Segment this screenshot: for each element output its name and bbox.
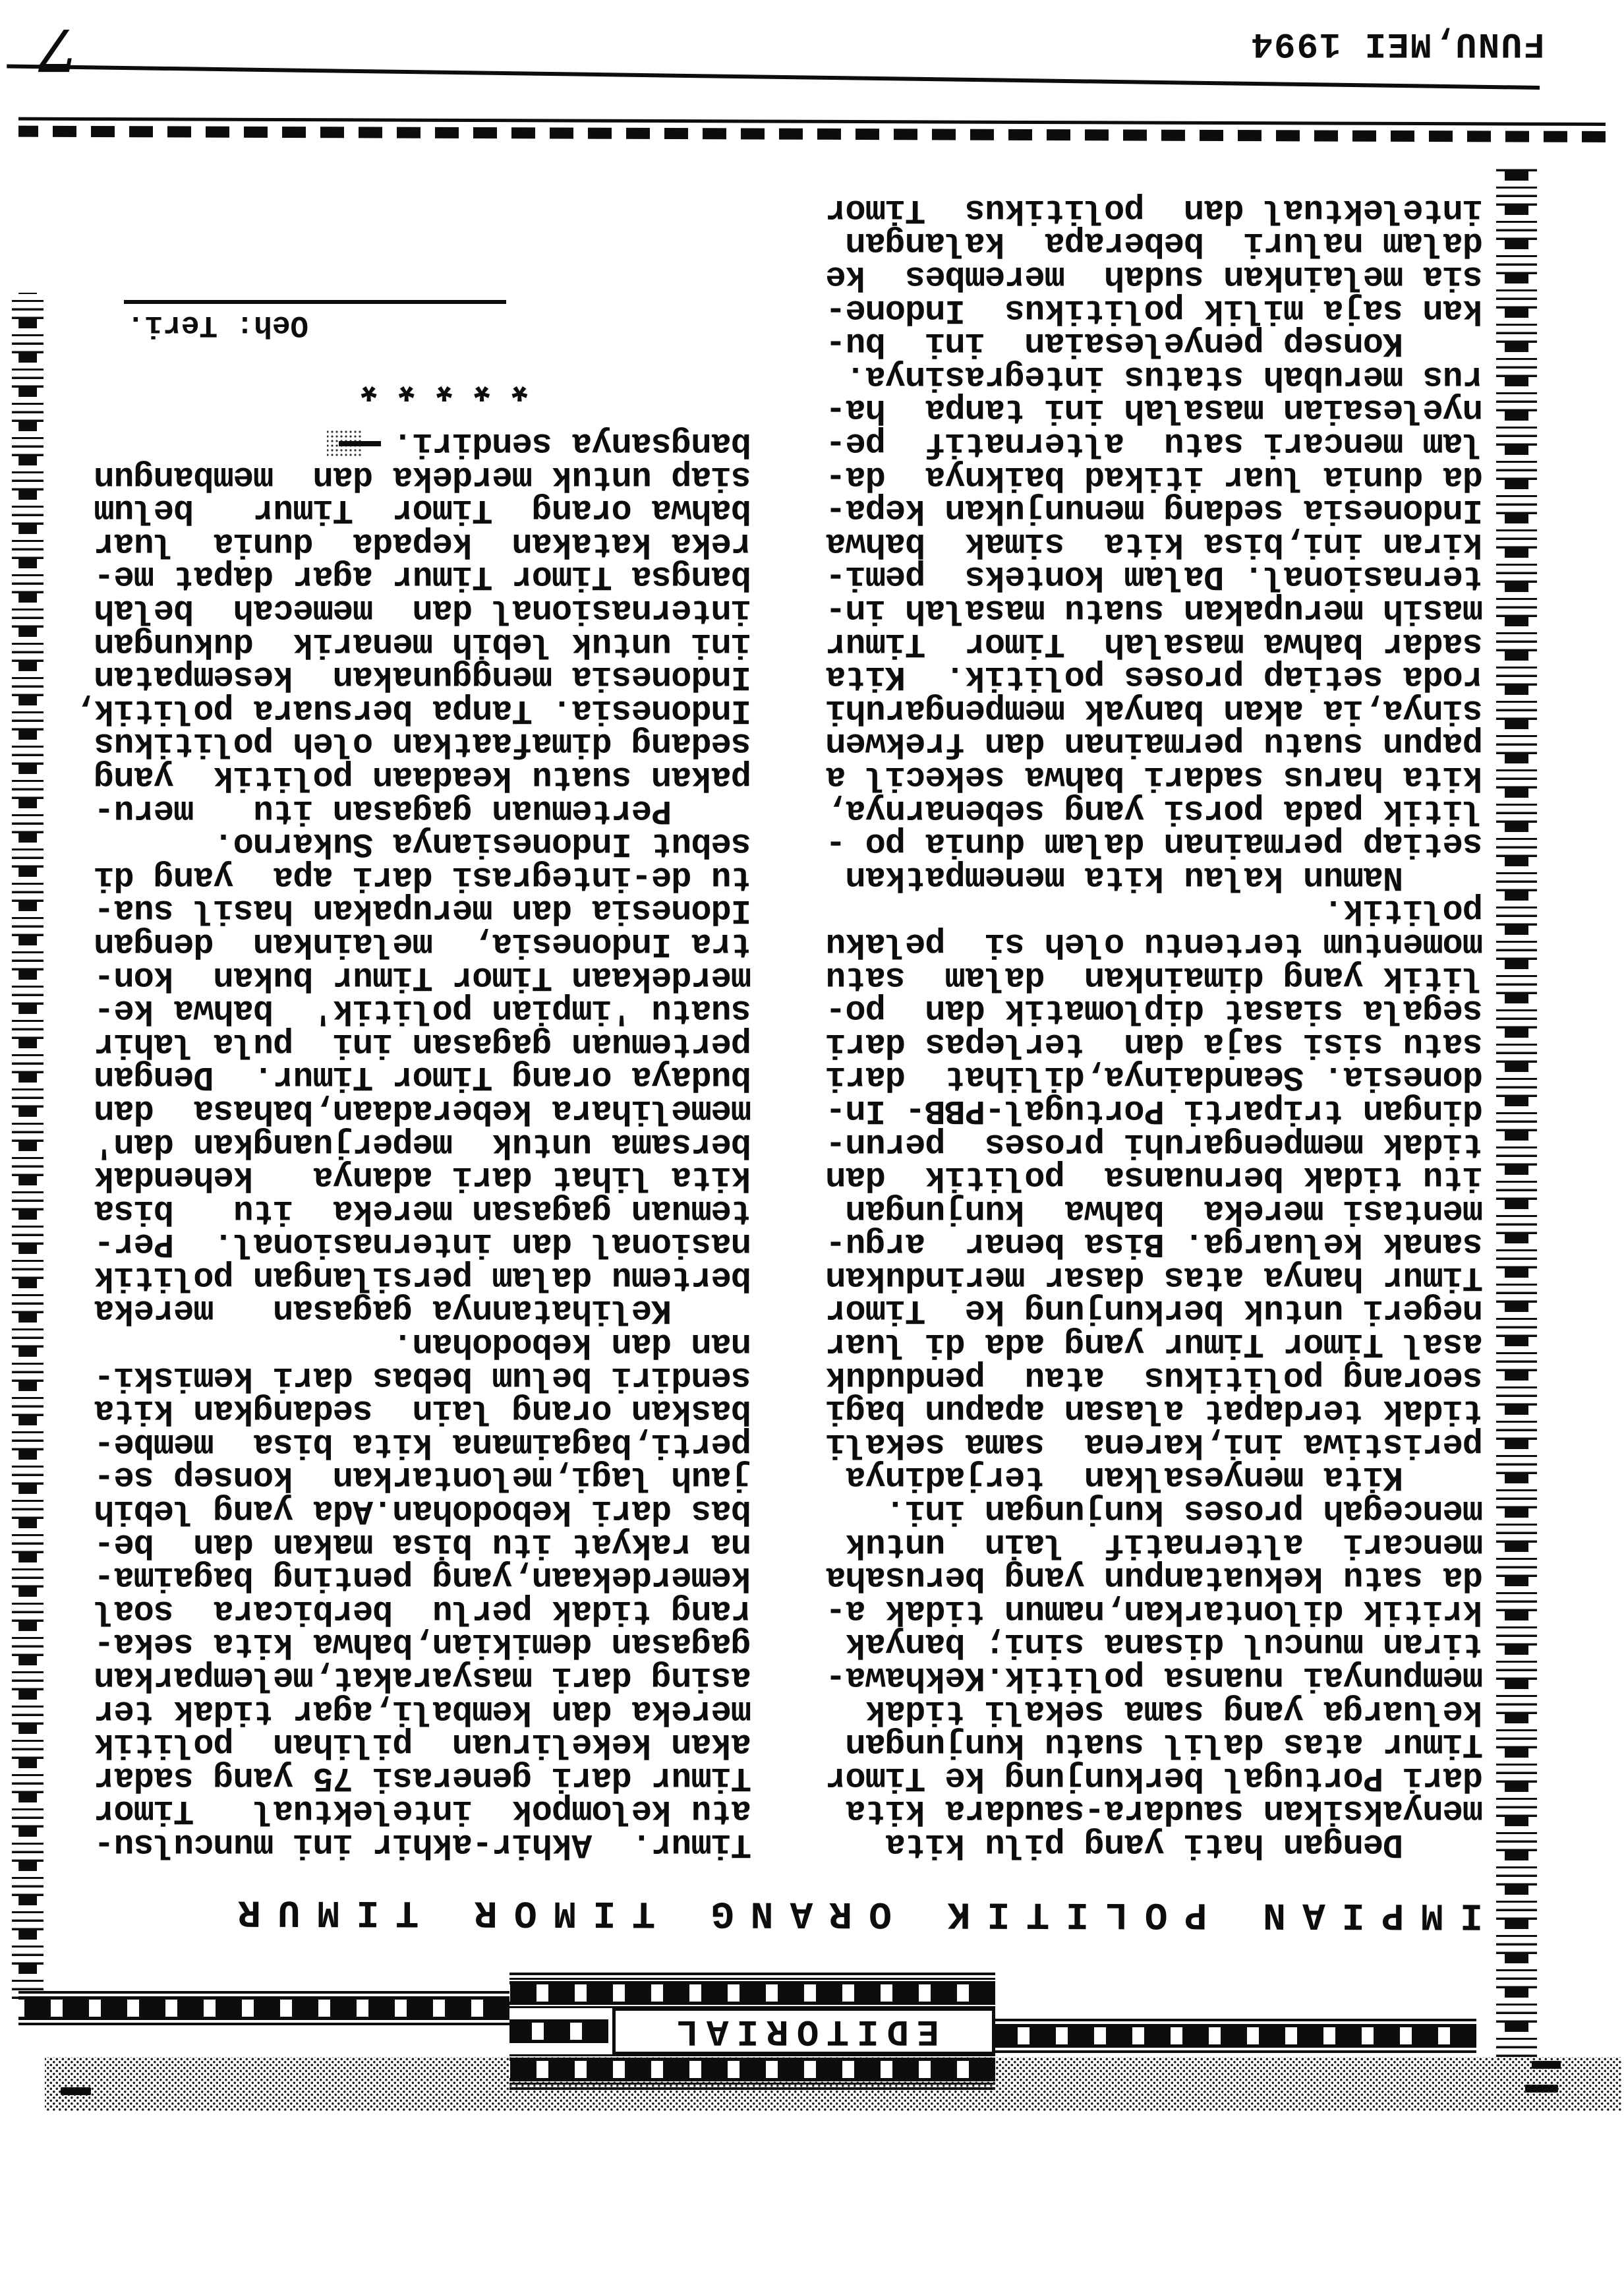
text-line: mencari alternatif lain untuk — [846, 1524, 1483, 1564]
text-line: tidak mempengaruhi proses perun- — [826, 1124, 1483, 1164]
scan-artifact-dash — [1532, 2061, 1561, 2069]
filmstrip-pattern — [509, 2058, 995, 2081]
filmstrip-pattern — [994, 2024, 1476, 2048]
text-line: sedang dimafaatkan oleh politikus — [94, 724, 751, 763]
text-line: jauh lagi,melontarkan konsep se- — [94, 1458, 751, 1497]
text-line: tiran muncul disana sini; banyak — [846, 1624, 1483, 1664]
text-line: suatu 'impian politik' bahwa ke- — [94, 991, 751, 1030]
text-line: sinya,ia akan banyak mempengaruhi — [826, 690, 1483, 730]
text-line: segala siasat diplomatik dan po- — [826, 991, 1483, 1030]
decorative-border-left — [1496, 167, 1537, 2057]
text-line: nan dan kebodohan. — [393, 1324, 751, 1364]
article-headline: IMPIAN POLITIK ORANG TIMOR TIMUR — [221, 1889, 1484, 1936]
text-line: tidak terdapat alasan apapun bagi — [826, 1391, 1483, 1431]
text-line: kiran ini,bisa kita simak bahwa — [826, 523, 1483, 563]
text-line: Kelihatannya gagasan mereka — [94, 1291, 751, 1330]
text-line: mempunyai nuansa politik.Kekhawa- — [826, 1658, 1483, 1698]
text-line: sanak keluarga. Bisa benar argu- — [826, 1224, 1483, 1264]
filmstrip-pattern — [509, 1981, 995, 2005]
text-line: tra Indonesia, melainkan dengan — [94, 924, 751, 963]
text-line: akan kekeliruan pilihan politik — [94, 1725, 751, 1764]
editorial-label: EDITORIAL — [668, 2010, 939, 2052]
text-line: internasional dan memecah belah — [94, 591, 751, 630]
banner-rule — [509, 1978, 995, 1980]
article-column-2 — [74, 193, 751, 1864]
banner-rule — [994, 2019, 1476, 2021]
filmstrip-pattern — [18, 1996, 509, 2020]
scan-artifact-dash — [61, 2087, 91, 2095]
text-line: da dunia luar itikad baiknya da- — [826, 457, 1483, 496]
text-line: pakan suatu keadaan politik yang — [94, 758, 751, 796]
banner-rule — [509, 2087, 995, 2090]
text-line: rus merubah status integrasinya. — [846, 357, 1483, 396]
text-line: asing dari masyarakat,melemparkan — [94, 1658, 751, 1698]
text-line: Indonesia. Tanpa bersuara politik, — [74, 690, 751, 730]
filmstrip-pattern — [509, 2019, 608, 2043]
text-line: temuan gagasan mereka itu bisa — [94, 1191, 751, 1230]
banner-rule — [18, 2023, 509, 2025]
text-line: sebut Indonesianya Sukarno. — [214, 824, 751, 864]
text-line: seorang politikus atau penduduk — [826, 1357, 1483, 1397]
footer-rule — [7, 65, 1540, 90]
text-line: intelektual dan politikus Timor — [826, 190, 1483, 229]
text-line: setiap permainan dalam dunia po - — [826, 824, 1483, 864]
text-line: mencegah proses kunjungan ini. — [885, 1491, 1483, 1531]
text-line: menyaksikan saudara-saudara kita — [846, 1791, 1483, 1831]
asterisk-separator: ***** — [343, 359, 533, 407]
text-line: Timur dari generasi 75 yang sadar — [94, 1758, 751, 1797]
bottom-frame-rule — [18, 117, 1606, 126]
text-line: peristiwa ini,karena sama sekali — [826, 1424, 1483, 1464]
text-line: satu sisi saja dan terlepas dari — [826, 1024, 1483, 1063]
text-line: sendiri belum bebas dari kemiski- — [94, 1357, 751, 1397]
text-line: Timur atas dalil suatu kunjungan — [846, 1725, 1483, 1764]
text-line: asal Timor Timur yang ada di luar — [826, 1324, 1483, 1364]
text-line: bersama untuk meperjuangkan dan' — [94, 1124, 751, 1164]
text-line: mereka dan kembali,agar tidak ter — [94, 1691, 751, 1731]
text-line: kan saja milik politikus Indone- — [826, 290, 1483, 330]
banner-rule — [994, 2050, 1476, 2053]
text-line: nasional dan internasional. Per- — [94, 1224, 751, 1264]
text-line: momentum tertentu oleh si pelaku — [826, 924, 1483, 963]
banner-rule — [509, 2006, 995, 2008]
text-line: Indonesia menggunakan kesempatan — [94, 657, 751, 697]
text-line: kritik dilontarkan,namun tidak a- — [826, 1591, 1483, 1630]
text-line: na rakyat itu bisa makan dan be- — [94, 1524, 751, 1564]
text-line: dingan triparti Portugal-PBB- In- — [826, 1090, 1483, 1130]
text-line: bangsanya sendiri. — [393, 424, 751, 463]
text-line: nyelesaian masalah ini tanpa ha- — [826, 390, 1483, 430]
text-line: bangsa Timor Timur agar dapat me- — [94, 557, 751, 597]
text-line: masih merupakan suatu masalah in- — [826, 591, 1483, 630]
decorative-border-right — [12, 293, 44, 1999]
text-line: Pertemuan gagasan itu meru- — [94, 790, 751, 830]
text-line: keluarga yang sama sekali tidak — [865, 1691, 1483, 1731]
text-line: ini untuk lebih menarik dukungan — [94, 624, 751, 663]
text-line: memelihara keberadaan,bahasa dan — [94, 1090, 751, 1130]
text-line: rang tidak perlu berbicara soal — [94, 1591, 751, 1630]
article-body — [74, 190, 1483, 1864]
banner-rule — [509, 2083, 995, 2085]
banner-rule — [18, 1991, 509, 1994]
text-line: Kita menyesalkan terjadinya — [846, 1458, 1483, 1497]
text-line: roda setiap proses politik. Kita — [826, 657, 1483, 697]
footer-page-number: 7 — [37, 16, 78, 84]
text-line: ternasional. Dalam konteks pemi- — [826, 557, 1483, 597]
scan-artifact-dash — [1525, 2085, 1558, 2093]
text-line: sia melainkan sudah merembes ke — [826, 257, 1483, 297]
bottom-filmstrip-band — [18, 126, 1606, 142]
article-column-2-lines — [74, 424, 751, 1864]
text-line: kemerdekaan,yang penting bagaima- — [94, 1558, 751, 1597]
text-line: mentasi mereka bahwa kunjungan — [846, 1191, 1483, 1230]
text-line: siap untuk merdeka dan membangun — [94, 457, 751, 496]
text-line: tu de-integrasi dari apa yang di — [94, 857, 751, 897]
text-line: papun suatu permainan dan frekwen — [826, 724, 1483, 763]
banner-rule — [509, 1973, 995, 1975]
text-line: kita harus sadari bahwa sekecil a — [826, 758, 1483, 796]
text-line: Timur hanya atas dasar merindukan — [826, 1257, 1483, 1297]
text-line: dari Portugal berkunjung ke Timor — [826, 1758, 1483, 1797]
text-line: sadar bahwa masalah Timor Timur — [826, 624, 1483, 663]
text-line: merdekaan Timor Timur bukan kon- — [94, 957, 751, 997]
text-line: Indonesia sedang menunjukan kepa- — [826, 490, 1483, 530]
footer-issue-label: FUNU,MEI 1994 — [1250, 23, 1545, 63]
text-line: Idonesia dan merupakan hasil sua- — [94, 891, 751, 930]
text-line: politik. — [1323, 891, 1483, 930]
text-line: atu kelompok intelektual Timor — [94, 1791, 751, 1831]
text-line: bas dari kebodohan.Ada yang lebih — [94, 1491, 751, 1531]
text-line: negeri untuk berkunjung ke Timor — [826, 1291, 1483, 1330]
text-line: baskan orang lain sedangkan kita — [94, 1391, 751, 1431]
text-line: perti,bagaimana kita bisa membe- — [94, 1424, 751, 1464]
text-line: Namun kalau kita menempatkan — [846, 857, 1483, 897]
text-line: da satu kekuatanpun yang berusaha — [826, 1558, 1483, 1597]
byline-row — [124, 300, 751, 342]
byline: Oeh: Teri. — [124, 300, 506, 342]
editorial-label-box — [612, 2007, 995, 2055]
text-line: Dengan hati yang pilu kita — [885, 1825, 1483, 1864]
text-line: gagasan demikian,bahwa kita seka- — [94, 1624, 751, 1664]
text-line: pertemuan gagasan ini pula lahir — [94, 1024, 751, 1063]
text-line: litik yang dimainkan dalam satu — [826, 957, 1483, 997]
end-of-article-marker — [327, 430, 361, 456]
banner-strip-right — [18, 1991, 509, 2025]
text-line: reka katakan kepada dunia luar — [94, 523, 751, 563]
text-line: bahwa orang Timor Timur belum — [94, 490, 751, 530]
text-line: Konsep penyelesaian ini bu- — [826, 324, 1483, 363]
text-line: donesia. Seandainya,dilihat dari — [826, 1057, 1483, 1097]
text-line: litik pada porsi yang sebenarnya, — [826, 790, 1483, 830]
text-line: itu tidak bernuansa politik dan — [826, 1158, 1483, 1197]
article-column-1 — [776, 190, 1483, 1864]
editorial-banner-block — [509, 1971, 995, 2091]
banner-strip-left — [994, 2019, 1476, 2053]
text-line: kita lihat dari adanya kehendak — [94, 1158, 751, 1197]
text-line: budaya orang Timor Timur. Dengan — [94, 1057, 751, 1097]
text-line: dalam naluri beberapa kalangan — [846, 223, 1483, 263]
text-line: Timur. Akhir-akhir ini munculsu- — [94, 1825, 751, 1864]
text-line: lam mencari satu alternatif pe- — [826, 424, 1483, 463]
text-line: bertemu dalam persilangan politik — [94, 1257, 751, 1297]
